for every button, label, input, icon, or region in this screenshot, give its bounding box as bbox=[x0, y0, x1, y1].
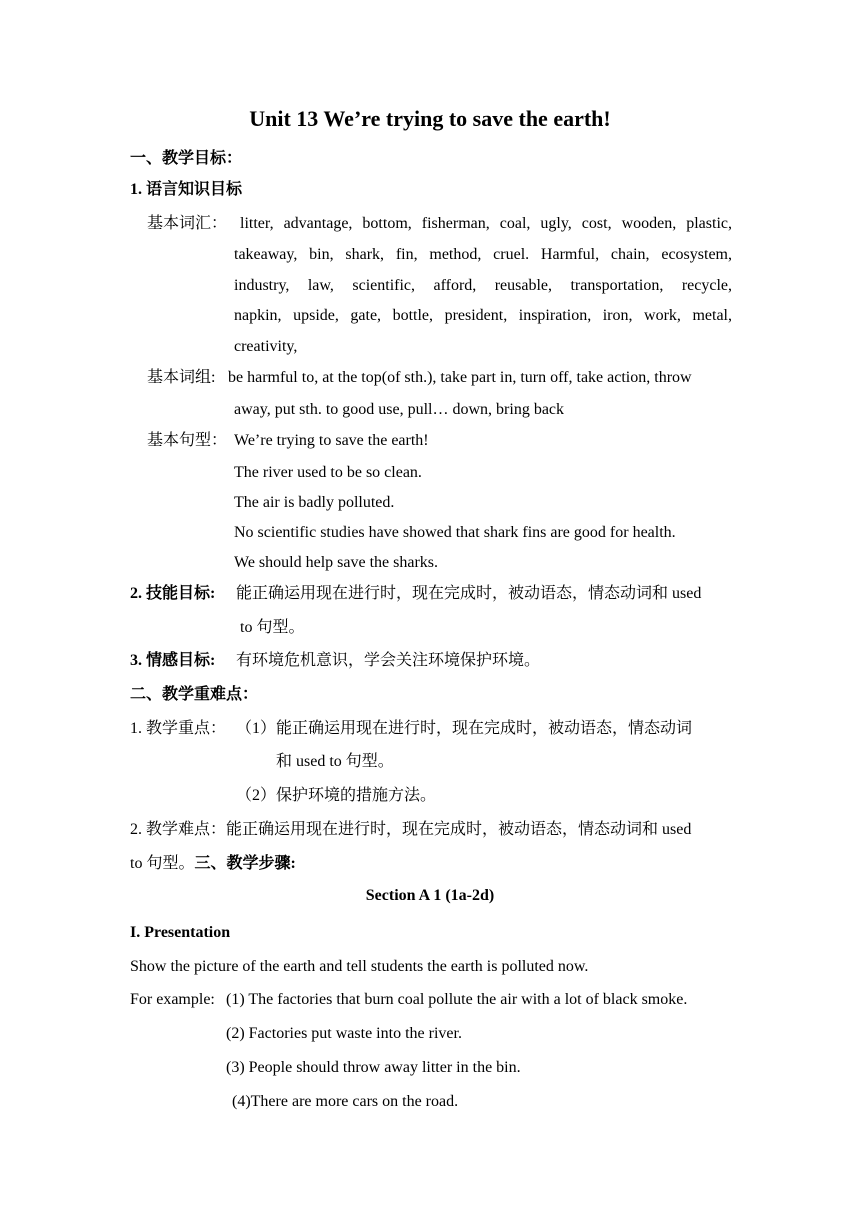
example-line: (1) The factories that burn coal pollute the air with a lot of black smoke. bbox=[226, 991, 688, 1008]
sentence-line: No scientific studies have showed that shark fins are good for health. bbox=[234, 524, 676, 541]
example-line: (3) People should throw away litter in the bin. bbox=[226, 1059, 521, 1076]
example-line: (4)There are more cars on the road. bbox=[232, 1093, 459, 1110]
key-point-label: 1. 教学重点： bbox=[130, 720, 227, 737]
sentence-line: The river used to be so clean. bbox=[234, 464, 422, 481]
vocabulary-line: napkin, upside, gate, bottle, president, inspiration, iron, work, metal, bbox=[234, 307, 732, 324]
example-label: For example: bbox=[130, 991, 215, 1008]
section-heading-key-points: 二、教学重难点： bbox=[130, 686, 259, 703]
vocabulary-line: creativity, bbox=[234, 338, 298, 355]
sentence-line: We should help save the sharks. bbox=[234, 554, 438, 571]
phrase-line: away, put sth. to good use, pull… down, bring back bbox=[234, 401, 565, 418]
emotion-goal-text: 有环境危机意识，学会关注环境保护环境。 bbox=[236, 652, 541, 669]
presentation-text: Show the picture of the earth and tell students the earth is polluted now. bbox=[130, 958, 589, 975]
phrase-line: be harmful to, at the top(of sth.), take part in, turn off, take action, throw bbox=[228, 369, 692, 386]
key-point-text: （2）保护环境的措施方法。 bbox=[236, 787, 437, 804]
skill-goal-label: 2. 技能目标: bbox=[130, 585, 216, 602]
page-title: Unit 13 We’re trying to save the earth! bbox=[249, 106, 611, 131]
vocabulary-label: 基本词汇： bbox=[147, 215, 228, 232]
vocabulary-line: industry, law, scientific, afford, reusable, transportation, recycle, bbox=[234, 277, 732, 294]
difficulty-text bbox=[130, 854, 296, 874]
section-heading-steps: 三、教学步骤: bbox=[194, 855, 296, 872]
vocabulary-line: litter, advantage, bottom, fisherman, coal, ugly, cost, wooden, plastic, bbox=[240, 215, 732, 232]
presentation-heading: I. Presentation bbox=[130, 924, 231, 941]
sentence-label: 基本句型： bbox=[147, 432, 228, 449]
skill-goal-text: to 句型。 bbox=[240, 619, 305, 636]
section-title: Section A 1 (1a-2d) bbox=[365, 887, 495, 904]
section-heading-goals: 一、教学目标： bbox=[130, 150, 243, 167]
difficulty-text-end: to 句型。 bbox=[130, 855, 195, 872]
vocabulary-line: takeaway, bin, shark, fin, method, cruel. Harmful, chain, ecosystem, bbox=[234, 246, 732, 263]
emotion-goal-label: 3. 情感目标: bbox=[130, 652, 216, 669]
skill-goal-text: 能正确运用现在进行时，现在完成时，被动语态，情态动词和 used bbox=[236, 585, 702, 602]
sentence-line: We’re trying to save the earth! bbox=[234, 432, 429, 449]
language-goal-heading: 1. 语言知识目标 bbox=[130, 181, 243, 198]
difficulty-text: 2. 教学难点：能正确运用现在进行时，现在完成时，被动语态，情态动词和 used bbox=[130, 821, 692, 838]
phrase-label: 基本词组: bbox=[147, 369, 216, 386]
key-point-text: 和 used to 句型。 bbox=[276, 753, 394, 770]
sentence-line: The air is badly polluted. bbox=[234, 494, 395, 511]
key-point-text: （1）能正确运用现在进行时，现在完成时，被动语态，情态动词 bbox=[236, 720, 693, 737]
example-line: (2) Factories put waste into the river. bbox=[226, 1025, 462, 1042]
